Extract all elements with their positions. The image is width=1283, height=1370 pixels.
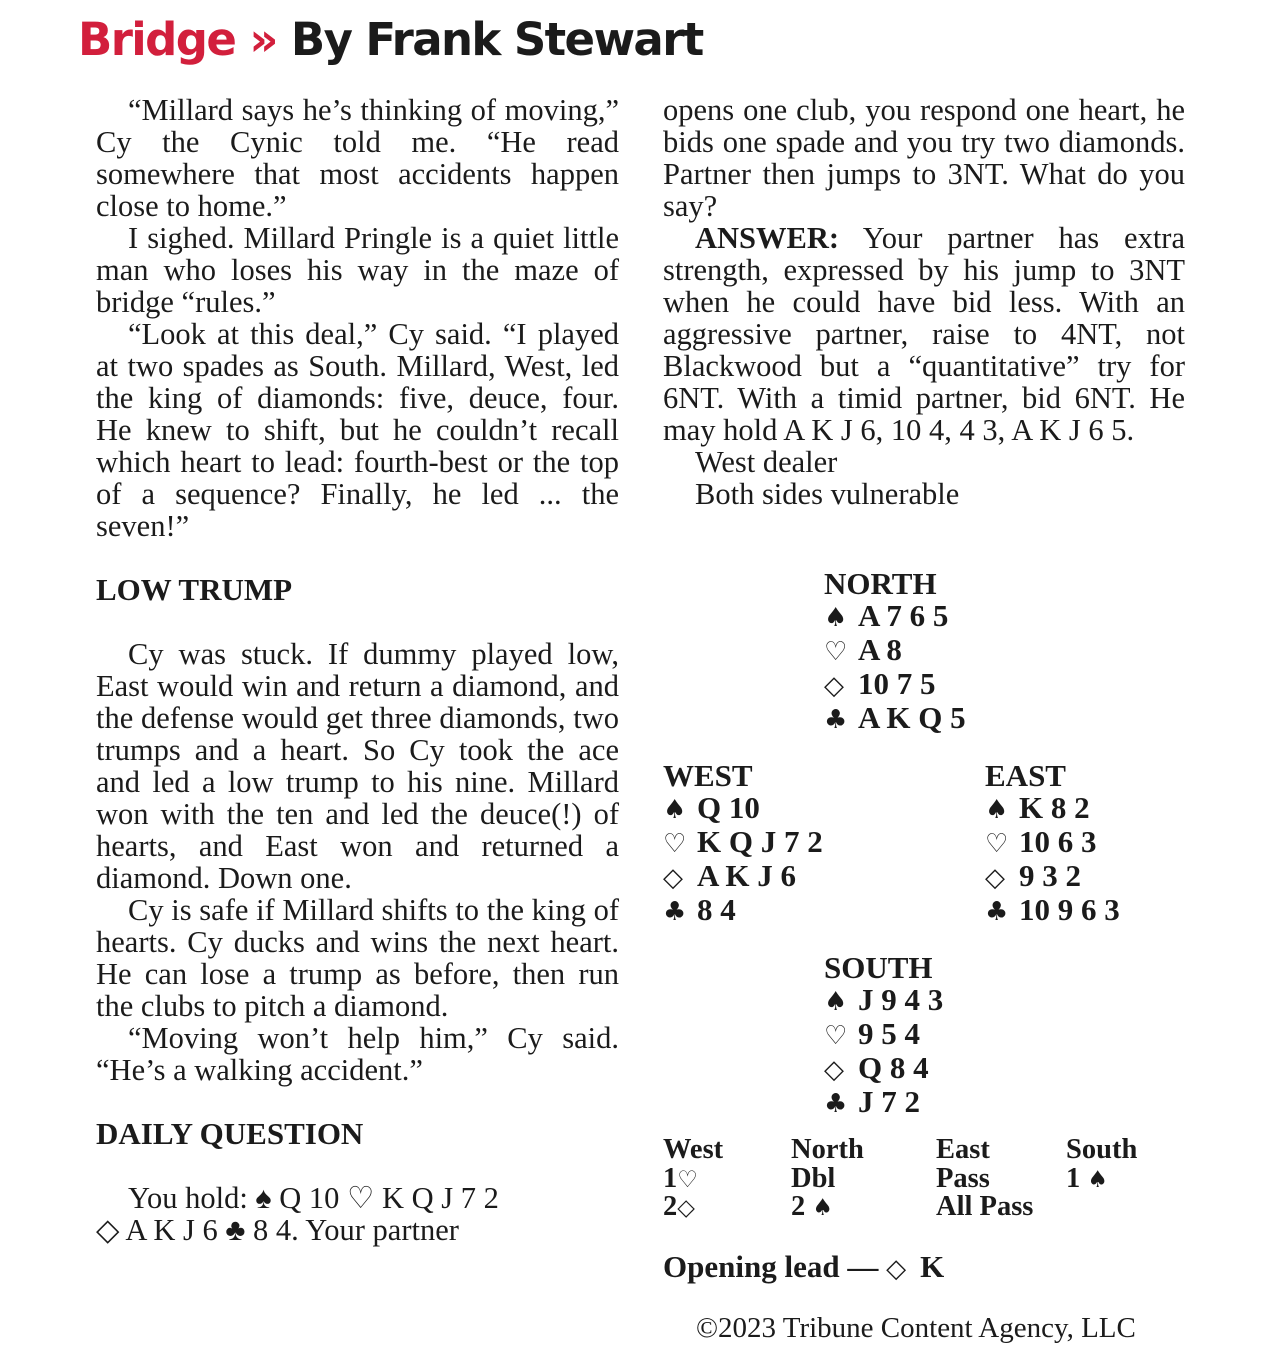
auction-bid: 1 ♠ xyxy=(1066,1162,1108,1194)
north-clubs: A K Q 5 xyxy=(858,700,966,735)
auction-table xyxy=(663,1136,1176,1222)
header-brand: Bridge » xyxy=(78,13,277,66)
east-diamonds: 9 3 2 xyxy=(1019,858,1081,893)
auction-bid: 2 ♠ xyxy=(791,1191,833,1222)
left-column xyxy=(96,94,619,1246)
east-spades: K 8 2 xyxy=(1019,790,1090,825)
heart-icon: ♡ xyxy=(824,1021,848,1051)
east-clubs: 10 9 6 3 xyxy=(1019,892,1120,927)
auction-bid: 2◇ xyxy=(663,1191,695,1222)
north-diamonds: 10 7 5 xyxy=(858,666,936,701)
north-spades: A 7 6 5 xyxy=(858,598,949,633)
south-spades: J 9 4 3 xyxy=(858,982,944,1017)
header-byline: By Frank Stewart xyxy=(290,13,703,66)
diamond-icon: ◇ xyxy=(824,1055,844,1085)
answer-paragraph xyxy=(663,222,1185,446)
spade-icon: ♠ xyxy=(663,795,687,825)
paragraph-4: Cy was stuck. If dummy played low, East would win and return a diamond, and the defense would get three diamonds, two trumps and a heart. So Cy took the ace and led a low trump to his nine. Millard won with the ten and led the deuce(!) of hearts, and East won and returned a diamond. Down one. xyxy=(96,637,619,895)
answer-label: ANSWER: xyxy=(695,221,840,255)
club-icon: ♣ xyxy=(663,897,687,927)
auction-header-row xyxy=(663,1136,1176,1165)
paragraph-3: “Look at this deal,” Cy said. “I played at two spades as South. Millard, West, led the king of diamonds: five, deuce, four. He knew to shift, but he couldn’t recall which heart to lead: fourth-best or the top of a sequence? Finally, he led ... the seven!” xyxy=(96,317,619,543)
opening-lead-card: K xyxy=(920,1249,945,1284)
dealer-line: West dealer xyxy=(695,445,838,479)
club-icon: ♣ xyxy=(824,705,848,735)
diamond-icon: ◇ xyxy=(677,1195,695,1221)
auction-header-south: South xyxy=(1066,1134,1138,1165)
vulnerability-line: Both sides vulnerable xyxy=(695,477,960,511)
north-label: NORTH xyxy=(824,566,937,601)
auction-header-west: West xyxy=(663,1134,724,1165)
auction-header-east: East xyxy=(936,1134,990,1165)
opening-lead-label: Opening lead — xyxy=(663,1249,879,1284)
south-label: SOUTH xyxy=(824,950,933,985)
heart-icon: ♡ xyxy=(824,637,848,667)
question-continued: opens one club, you respond one heart, he bids one spade and you try two diamonds. Partner then jumps to 3NT. What do you say? xyxy=(663,93,1185,223)
west-clubs: 8 4 xyxy=(697,892,736,927)
heading-daily-question: DAILY QUESTION xyxy=(96,1116,364,1151)
north-hearts: A 8 xyxy=(858,632,902,667)
south-hand xyxy=(824,952,943,1120)
paragraph-1: “Millard says he’s thinking of moving,” Cy the Cynic told me. “He read somewhere that most accidents happen close to home.” xyxy=(96,93,619,223)
west-hearts: K Q J 7 2 xyxy=(697,824,823,859)
right-column xyxy=(663,94,1185,510)
west-spades: Q 10 xyxy=(697,790,760,825)
diamond-icon: ◇ xyxy=(985,863,1005,893)
spade-icon: ♠ xyxy=(824,603,848,633)
south-hearts: 9 5 4 xyxy=(858,1016,920,1051)
heart-icon: ♡ xyxy=(663,829,687,859)
auction-bid: Dbl xyxy=(791,1162,836,1194)
heading-low-trump: LOW TRUMP xyxy=(96,572,293,607)
diamond-icon: ◇ xyxy=(886,1254,907,1284)
auction-bid: 1♡ xyxy=(663,1162,698,1194)
south-diamonds: Q 8 4 xyxy=(858,1050,929,1085)
east-label: EAST xyxy=(985,758,1066,793)
paragraph-6: “Moving won’t help him,” Cy said. “He’s a walking accident.” xyxy=(96,1021,619,1087)
north-hand xyxy=(824,568,966,736)
west-hand xyxy=(663,760,823,928)
east-hearts: 10 6 3 xyxy=(1019,824,1097,859)
spade-icon: ♠ xyxy=(1087,1166,1108,1193)
spade-icon: ♠ xyxy=(985,795,1009,825)
west-label: WEST xyxy=(663,758,753,793)
auction-header-north: North xyxy=(791,1134,864,1165)
copyright-notice: ©2023 Tribune Content Agency, LLC xyxy=(696,1312,1136,1344)
opening-lead xyxy=(663,1250,944,1286)
spade-icon: ♠ xyxy=(812,1195,833,1221)
auction-row xyxy=(663,1162,1176,1194)
east-hand xyxy=(985,760,1120,928)
west-diamonds: A K J 6 xyxy=(697,858,797,893)
diamond-icon: ◇ xyxy=(663,863,683,893)
auction-bid: All Pass xyxy=(936,1191,1034,1222)
club-icon: ♣ xyxy=(824,1089,848,1119)
club-icon: ♣ xyxy=(985,897,1009,927)
question-line-2: ◇ A K J 6 ♣ 8 4. Your partner xyxy=(96,1213,459,1247)
paragraph-5: Cy is safe if Millard shifts to the king of hearts. Cy ducks and wins the next heart. He can lose a trump as before, then run the clubs to pitch a diamond. xyxy=(96,893,619,1023)
column-header xyxy=(78,10,1228,70)
question-line-1: You hold: ♠ Q 10 ♡ K Q J 7 2 xyxy=(128,1181,499,1215)
answer-text: Your partner has extra strength, expressed by his jump to 3NT when he could have bid less. With an aggressive partner, raise to 4NT, not Blackwood but a “quantitative” try for 6NT. With a timid partner, bid 6NT. He may hold A K J 6, 10 4, 4 3, A K J 6 5. xyxy=(663,221,1186,447)
auction-row xyxy=(663,1193,1176,1222)
auction-bid: Pass xyxy=(936,1162,990,1194)
south-clubs: J 7 2 xyxy=(858,1084,920,1119)
paragraph-2: I sighed. Millard Pringle is a quiet little man who loses his way in the maze of bridge “rules.” xyxy=(96,221,619,319)
diamond-icon: ◇ xyxy=(824,671,844,701)
auction-bid xyxy=(1066,1193,1176,1222)
heart-icon: ♡ xyxy=(985,829,1009,859)
spade-icon: ♠ xyxy=(824,987,848,1017)
heart-icon: ♡ xyxy=(677,1166,698,1193)
